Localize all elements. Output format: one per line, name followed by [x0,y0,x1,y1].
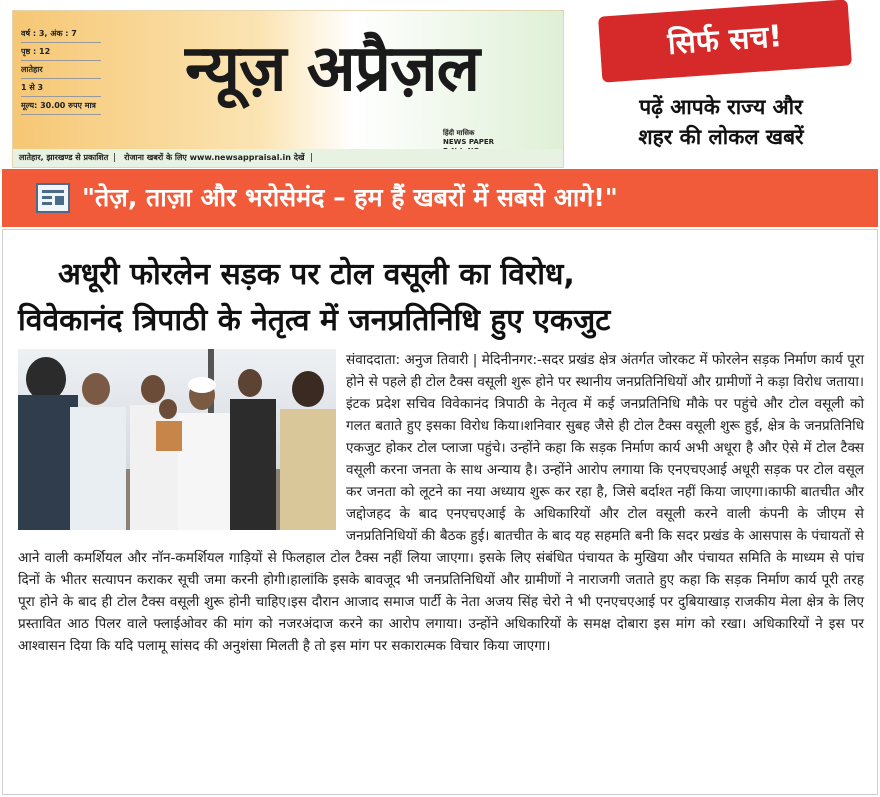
headline-line-2: विवेकानंद त्रिपाठी के नेतृत्व में जनप्रतिनिधि हुए एकजुट [18,303,611,338]
paper-label: NEWS PAPER [443,138,495,146]
headline-line-1: अधूरी फोरलेन सड़क पर टोल वसूली का विरोध, [58,257,575,292]
slogan-text: "तेज़, ताज़ा और भरोसेमंद – हम हैं खबरों में सबसे आगे!" [82,183,618,212]
issue-meta [21,25,101,115]
article-body: संवाददाता: अनुज तिवारी | मेदिनीनगर:-सदर प्रखंड क्षेत्र अंतर्गत जोरकट में फोरलेन सड़क निर्माण कार्य पूरा होने से पहले ही टोल टैक्स वसूली शुरू होने पर स्थानीय जनप्रतिनिधियों और ग्रामीणों ने कड़ा विरोध जताया। इंटक प्रदेश सचिव विवेकानंद त्रिपाठी के नेतृत्व में कई जनप्रतिनिधि मौके पर पहुंचे और टोल वसूली को गलत बताते हुए इसका विरोध किया।शनिवार सुबह जैसे ही टोल टैक्स वसूली शुरू हुई, क्षेत्र के जनप्रतिनिधि एकजुट होकर टोल प्लाजा पहुंचे। उन्होंने कहा कि सड़क निर्माण कार्य अभी अधूरा है और ऐसे में टोल टैक्स वसूली करना जनता के साथ अन्याय है। उन्होंने आरोप लगाया कि एनएचएआई अधूरी सड़क पर टोल वसूल कर जनता को लूटने का नया अध्याय शुरू कर रहा है, जिसे बर्दाश्त नहीं किया जाएगा।काफी बातचीत और जद्दोजहद के बाद एनएचएआई के अधिकारियों और टोल वसूली करने वाली कंपनी के जीएम से जनप्रतिनिधियों की बैठक हुई। बातचीत के बाद यह सहमति बनी कि सदर प्रखंड के आसपास के पंचायतों से आने वाली कमर्शियल और नॉन-कमर्शियल गाड़ियों से फिलहाल टोल टैक्स नहीं लिया जाएगा। इसके लिए संबंधित पंचायत के मुखिया और पंचायत समिति के माध्यम से पांच दिनों के भीतर सत्यापन कराकर सूची जमा करनी होगी।हालांकि इसके बावजूद भी जनप्रतिनिधियों और ग्रामीणों ने नाराजगी जताते हुए कहा कि सड़क निर्माण कार्य पूरी तरह पूरा होने के बाद ही टोल टैक्स वसूली शुरू होनी चाहिए।इस दौरान आजाद समाज पार्टी के नेता अजय सिंह चेरो ने भी एनएचएआई पर दुबियाखाड़ राजकीय मेला क्षेत्र के लिए प्रस्तावित आठ पिलर वाले फ्लाईओवर की मांग को नजरअंदाज करने का आरोप लगाया। उन्होंने अधिकारियों के समक्ष दोबारा इस मांग को रखा। अधिकारियों ने इस पर आश्वासन दिया कि यदि पलामू सांसद की अनुशंसा मिलती है तो इस मांग पर सकारात्मक विचार किया जाएगा। [18,352,864,654]
newspaper-logo-title: न्यूज़ अप्रैज़ल [185,31,479,106]
promo-tagline [572,92,870,152]
meta-line: पृष्ठ : 12 [21,43,101,61]
tagline-line: पढ़ें आपके राज्य और [639,95,803,119]
website-link[interactable]: रोजाना खबरों के लिए www.newsappraisal.in देखें [118,153,311,162]
truth-stamp: सिर्फ सच! [598,0,852,83]
published-location: लातेहार, झारखण्ड से प्रकाशित [13,153,115,162]
article-headline [18,252,868,344]
meta-line: मूल्य: 30.00 रुपए मात्र [21,97,101,115]
meta-line: वर्ष : 3, अंक : 7 [21,25,101,43]
masthead-footer-bar [13,149,563,167]
slogan-banner [2,169,878,227]
masthead-banner [12,10,564,168]
tagline-line: शहर की लोकल खबरें [638,125,804,149]
photo-spacer [18,349,346,533]
promo-panel [572,4,870,166]
monthly-label: हिंदी मासिक [443,129,475,137]
masthead [0,0,880,168]
meta-line: लातेहार [21,61,101,79]
newspaper-icon [36,183,70,213]
meta-line: 1 से 3 [21,79,101,97]
article-body-container [18,349,864,657]
